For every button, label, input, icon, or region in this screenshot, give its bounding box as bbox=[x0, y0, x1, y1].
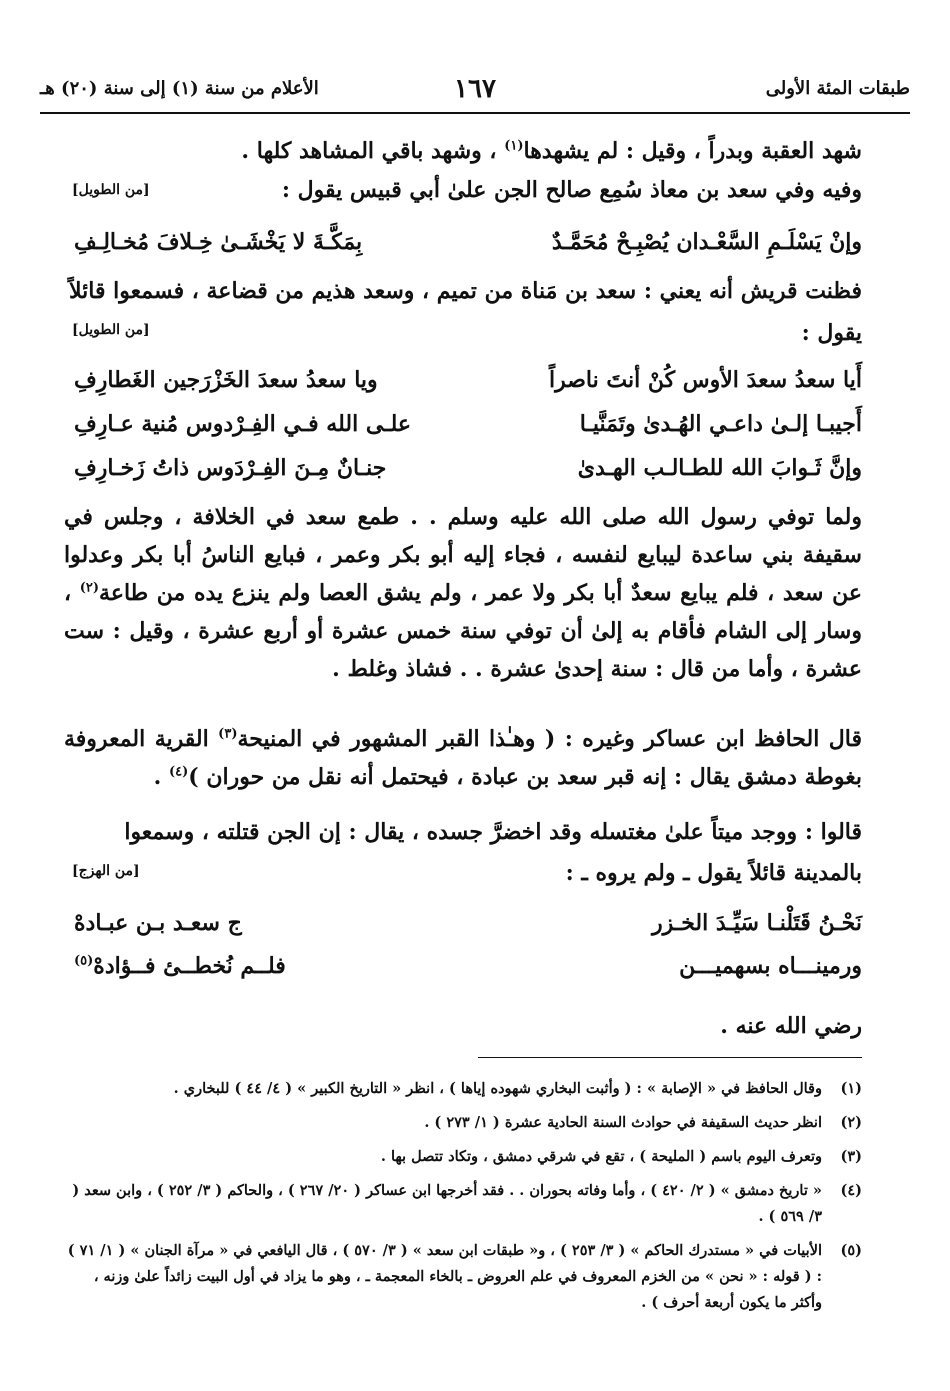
paragraph-6-cont: بالمدينة قائلاً يقول ـ ولم يروه ـ : bbox=[565, 860, 862, 886]
footnote-ref-3: (٣) bbox=[218, 726, 238, 742]
meter-label-2: [من الطويل] bbox=[72, 322, 150, 338]
running-header bbox=[40, 74, 910, 108]
paragraph-5 bbox=[64, 720, 862, 796]
footnote-1-number: (١) bbox=[840, 1080, 862, 1097]
verse-2-second-hemistich: ويا سعدُ سعدَ الخَزْرَجين الغَطارِفِ bbox=[74, 367, 378, 393]
footnote-4 bbox=[64, 1178, 862, 1230]
paragraph-1-text: شهد العقبة وبدراً ، وقيل : لم يشهدها bbox=[523, 138, 862, 164]
verse-2-first-hemistich: أَيا سعدُ سعدَ الأوس كُنْ أنتَ ناصراً bbox=[548, 367, 862, 393]
verse-6-second-text: فلــم نُخطــئ فــؤادهْ bbox=[93, 953, 286, 979]
page-number: ١٦٧ bbox=[454, 74, 496, 104]
verse-3 bbox=[64, 404, 862, 444]
footnote-5 bbox=[64, 1238, 862, 1316]
book-title: طبقات المئة الأولى bbox=[765, 78, 910, 99]
verse-4-second-hemistich: جنـانٌ مِـنَ الفِـرْدَوس ذاتُ زَخـارِفِ bbox=[74, 455, 387, 481]
verse-4 bbox=[64, 448, 862, 488]
footnote-2 bbox=[64, 1110, 862, 1136]
paragraph-7: رضي الله عنه . bbox=[720, 1013, 862, 1039]
footnote-ref-1: (١) bbox=[504, 138, 524, 154]
footnote-4-number: (٤) bbox=[840, 1182, 862, 1199]
verse-1-first-hemistich: وإنْ يَسْلَـمِ السَّعْـدان يُصْبِـحْ مُحَمَّـدٌ bbox=[551, 229, 862, 255]
paragraph-3-cont: يقول : bbox=[801, 320, 862, 346]
paragraph-4-end: ، وسار إلى الشام فأقام به إلىٰ أن توفي سنة خمس عشرة أو أربع عشرة ، وقيل : ست عشرة ، وأما من قال : سنة إحدىٰ عشرة . . فشاذ وغلط . bbox=[64, 580, 862, 682]
footnote-separator bbox=[478, 1057, 862, 1058]
verse-1 bbox=[64, 222, 862, 262]
section-title: الأعلام من سنة (١) إلى سنة (٢٠) هـ bbox=[40, 78, 319, 99]
verse-5-second-hemistich: ج سعـد بـن عبـادهْ bbox=[74, 910, 242, 936]
paragraph-5-mid: القرية المعروفة بغوطة دمشق يقال : إنه قبر سعد بن عبادة ، فيحتمل أنه نقل من حوران ) bbox=[64, 726, 862, 790]
verse-6-first-hemistich: ورمينـــاه بسهميـــن bbox=[679, 953, 862, 979]
footnote-2-number: (٢) bbox=[840, 1114, 862, 1131]
paragraph-6: قالوا : ووجد ميتاً علىٰ مغتسله وقد اخضرَّ جسده ، يقال : إن الجن قتلته ، وسمعوا bbox=[124, 819, 862, 845]
paragraph-5-end: . bbox=[153, 764, 169, 790]
paragraph-2: وفيه وفي سعد بن معاذ سُمِع صالح الجن علىٰ أبي قبيس يقول : bbox=[281, 177, 862, 203]
verse-3-second-hemistich: علـى الله فـي الفِـرْدوس مُنية عـارِفِ bbox=[74, 411, 412, 437]
footnote-3-text: وتعرف اليوم باسم ( المليحة ) ، تقع في شرقي دمشق ، وتكاد تتصل بها . bbox=[380, 1148, 822, 1165]
paragraph-3: فظنت قريش أنه يعني : سعد بن مَناة من تميم ، وسعد هذيم من قضاعة ، فسمعوا قائلاً bbox=[69, 278, 862, 304]
footnote-4-text: « تاريخ دمشق » ( ٢/ ٤٢٠ ) ، وأما وفاته بحوران . . فقد أخرجها ابن عساكر ( ٢٠/ ٢٦٧ ) ، والحاكم ( ٣/ ٢٥٢ ) ، وابن سعد ( ٣/ ٥٦٩ ) . bbox=[72, 1182, 822, 1225]
verse-4-first-hemistich: وإنَّ ثَـوابَ الله للطـالـب الهـدىٰ bbox=[577, 455, 862, 481]
footnote-3 bbox=[64, 1144, 862, 1170]
verse-3-first-hemistich: أَجيبـا إلـىٰ داعـي الهُـدىٰ وتَمَنَّيـا bbox=[579, 411, 862, 437]
paragraph-4 bbox=[64, 498, 862, 688]
meter-label-3: [من الهزج] bbox=[72, 863, 140, 879]
verse-6-second-hemistich bbox=[74, 946, 286, 986]
footnote-2-text: انظر حديث السقيفة في حوادث السنة الحادية عشرة ( ١/ ٢٧٣ ) . bbox=[424, 1114, 822, 1131]
paragraph-4-text: ولما توفي رسول الله صلى الله عليه وسلم . . طمع سعد في الخلافة ، وجلس في سقيفة بني ساعدة ليبايع لنفسه ، فجاء إليه أبو بكر وعمر ، فبايع الناسُ أبا بكر وعدلوا عن سعد ، فلم يبايع سعدٌ أبا بكر ولا عمر ، ولم يشق العصا ولم ينزع يده من طاعة bbox=[64, 504, 862, 606]
footnote-3-number: (٣) bbox=[840, 1148, 862, 1165]
verse-6 bbox=[64, 946, 862, 986]
verse-2 bbox=[64, 360, 862, 400]
paragraph-5-text: قال الحافظ ابن عساكر وغيره : ( وهـٰذا القبر المشهور في المنيحة bbox=[237, 726, 862, 752]
footnote-ref-4: (٤) bbox=[168, 764, 189, 780]
verse-5-first-hemistich: نَحْـنُ قَتَلْنـا سَيِّـدَ الخـزر bbox=[651, 910, 862, 936]
paragraph-1-end: ، وشهد باقي المشاهد كلها . bbox=[241, 138, 505, 164]
verse-1-second-hemistich: بِمَكَّـةَ لا يَخْشَـىٰ خِـلافَ مُخـالِـفِ bbox=[74, 229, 363, 255]
footnote-ref-2: (٢) bbox=[79, 580, 100, 596]
meter-label-1: [من الطويل] bbox=[72, 182, 150, 198]
footnote-1-text: وقال الحافظ في « الإصابة » : ( وأثبت البخاري شهوده إياها ) ، انظر « التاريخ الكبير » ( ٤/ ٤٤ ) للبخاري . bbox=[173, 1080, 822, 1097]
footnote-ref-5: (٥) bbox=[74, 953, 94, 969]
footnote-5-text: الأبيات في « مستدرك الحاكم » ( ٣/ ٢٥٣ ) ، و« طبقات ابن سعد » ( ٣/ ٥٧٠ ) ، قال اليافعي في « مرآة الجنان » ( ١/ ٧١ ) : ( قوله : « نحن » من الخزم المعروف في علم العروض ـ بالخاء المعجمة ـ ، وهو ما يزاد في أول البيت زائداً علىٰ وزنه ، وأكثر ما يكون أربعة أحرف ) . bbox=[67, 1242, 822, 1311]
verse-5 bbox=[64, 903, 862, 943]
footnote-5-number: (٥) bbox=[840, 1242, 862, 1259]
header-rule bbox=[40, 112, 910, 114]
footnote-1 bbox=[64, 1076, 862, 1102]
paragraph-1 bbox=[64, 131, 862, 171]
